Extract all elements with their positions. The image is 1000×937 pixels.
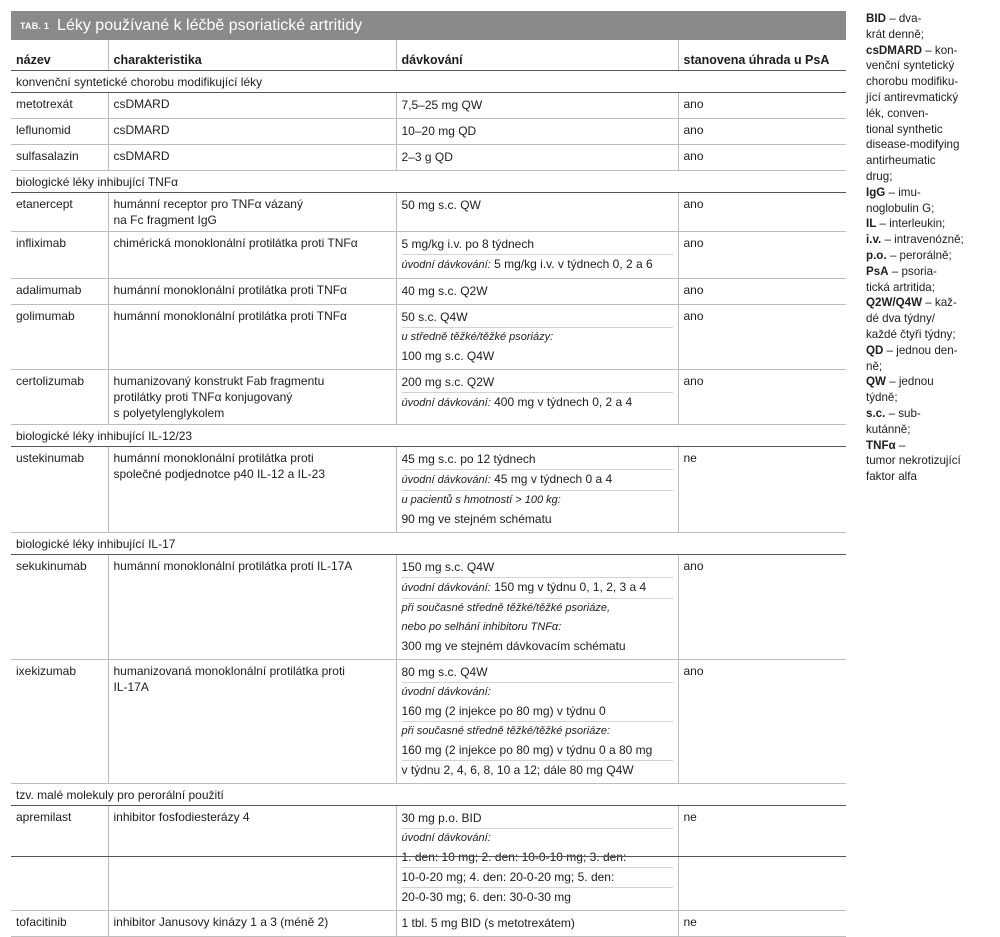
abbreviation-term: i.v.: [866, 233, 882, 247]
dosing-text: 300 mg ve stejném dávkovacím schématu: [401, 639, 626, 653]
header-name: název: [11, 40, 108, 71]
abbreviation-term: BID: [866, 12, 886, 25]
group-row: [11, 425, 846, 447]
table-row: [11, 447, 846, 533]
drug-name: sekukinumab: [11, 555, 108, 660]
dosing-note: při současné středně těžké/těžké psoriáze:: [401, 725, 611, 737]
abbreviation-definition: tická artritida;: [866, 280, 935, 294]
table-row: [11, 145, 846, 171]
drug-dosing: [396, 145, 678, 171]
abbreviation-line: [866, 216, 988, 232]
abbreviation-definition: –: [895, 438, 906, 452]
abbreviation-definition: lék, conven-: [866, 106, 929, 120]
drug-characteristics: [108, 145, 396, 171]
dosing-line: [402, 96, 673, 115]
dosing-line: [402, 663, 673, 682]
abbreviation-line: [866, 58, 988, 74]
abbreviation-definition: – intravenózně;: [881, 233, 964, 247]
table-row: [11, 911, 846, 937]
abbreviation-definition: krát denně;: [866, 27, 925, 41]
reimbursement: ne: [678, 447, 846, 533]
abbreviation-term: QW: [866, 375, 886, 389]
characteristics-line: humánní monoklonální protilátka proti TNFα: [113, 309, 347, 323]
characteristics-line: protilátky proti TNFα konjugovaný: [113, 390, 293, 404]
abbreviation-line: [866, 232, 988, 248]
abbreviation-term: IgG: [866, 185, 886, 199]
abbreviation-line: [866, 106, 988, 122]
dosing-line: [402, 682, 673, 702]
dosing-text: 150 mg v týdnu 0, 1, 2, 3 a 4: [490, 580, 647, 594]
abbreviation-line: [866, 469, 988, 485]
drug-name: adalimumab: [11, 279, 108, 305]
dosing-text: 160 mg (2 injekce po 80 mg) v týdnu 0 a 80 mg: [401, 743, 653, 757]
characteristics-line: humanizovaná monoklonální protilátka proti: [113, 664, 345, 678]
dosing-text: 2–3 g QD: [401, 150, 453, 164]
drug-characteristics: [108, 555, 396, 660]
dosing-text: 1 tbl. 5 mg BID (s metotrexátem): [401, 916, 575, 930]
dosing-line: [402, 828, 673, 848]
abbreviation-line: [866, 264, 988, 280]
drug-dosing: [396, 193, 678, 232]
abbreviation-line: [866, 422, 988, 438]
group-row: [11, 533, 846, 555]
dosing-line: [402, 122, 673, 141]
dosing-line: [402, 308, 673, 327]
drug-dosing: [396, 93, 678, 119]
drug-characteristics: [108, 232, 396, 279]
abbreviation-line: [866, 248, 988, 264]
abbreviation-line: [866, 438, 988, 454]
abbreviation-definition: každé čtyři týdny;: [866, 327, 956, 341]
header-row: [11, 40, 846, 71]
abbreviation-line: [866, 406, 988, 422]
dosing-line: [402, 490, 673, 510]
characteristics-line: humánní receptor pro TNFα vázaný: [113, 197, 303, 211]
group-row: [11, 71, 846, 93]
table-title-bar: [11, 11, 846, 40]
dosing-text: 100 mg s.c. Q4W: [401, 349, 495, 363]
header-reimbursement: stanovena úhrada u PsA: [678, 40, 846, 71]
drug-dosing: [396, 305, 678, 370]
group-label: biologické léky inhibující IL-17: [11, 533, 846, 555]
abbreviation-definition: antirheumatic: [866, 154, 936, 168]
dosing-text: v týdnu 2, 4, 6, 8, 10 a 12; dále 80 mg Q4W: [401, 763, 634, 777]
abbreviation-definition: jící antirevmatický: [866, 90, 959, 104]
drug-characteristics: [108, 305, 396, 370]
abbreviation-definition: – interleukin;: [876, 217, 946, 231]
table-row: [11, 193, 846, 232]
abbreviation-line: [866, 122, 988, 138]
dosing-text: 150 mg s.c. Q4W: [401, 560, 495, 574]
abbreviation-definition: venční syntetický: [866, 59, 955, 73]
dosing-line: [402, 450, 673, 469]
drug-dosing: [396, 447, 678, 533]
dosing-text: 45 mg v týdnech 0 a 4: [490, 472, 613, 486]
dosing-line: [402, 760, 673, 780]
abbreviation-definition: kutánně;: [866, 422, 911, 436]
abbreviation-line: [866, 169, 988, 185]
abbreviation-line: [866, 43, 988, 59]
abbreviation-term: s.c.: [866, 406, 886, 420]
characteristics-line: csDMARD: [113, 123, 170, 137]
abbreviation-line: [866, 343, 988, 359]
group-row: [11, 784, 846, 806]
dosing-note: při současné středně těžké/těžké psoriáze,: [401, 602, 611, 614]
reimbursement: ano: [678, 145, 846, 171]
abbreviation-term: Q2W/Q4W: [866, 296, 923, 310]
dosing-line: [402, 196, 673, 215]
abbreviation-definition: – psoria-: [888, 264, 937, 278]
drug-characteristics: [108, 370, 396, 425]
header-characteristics: charakteristika: [108, 40, 396, 71]
dosing-text: 10–20 mg QD: [401, 124, 477, 138]
table-row: [11, 806, 846, 911]
abbreviation-definition: – perorálně;: [886, 248, 952, 262]
dosing-text: 80 mg s.c. Q4W: [401, 665, 488, 679]
group-label: tzv. malé molekuly pro perorální použití: [11, 784, 846, 806]
drug-dosing: [396, 806, 678, 911]
dosing-line: [402, 887, 673, 907]
characteristics-line: IL-17A: [113, 680, 149, 694]
characteristics-line: humánní monoklonální protilátka proti TNFα: [113, 283, 347, 297]
table-title: Léky používané k léčbě psoriatické artritidy: [57, 16, 363, 34]
characteristics-line: csDMARD: [113, 97, 170, 111]
group-label: biologické léky inhibující TNFα: [11, 171, 846, 193]
drug-name: etanercept: [11, 193, 108, 232]
characteristics-line: csDMARD: [113, 149, 170, 163]
abbreviation-term: IL: [866, 217, 877, 231]
characteristics-line: humánní monoklonální protilátka proti IL-17A: [113, 559, 353, 573]
dosing-line: [402, 721, 673, 741]
abbreviation-term: p.o.: [866, 248, 887, 262]
drug-name: tofacitinib: [11, 911, 108, 937]
table-row: [11, 660, 846, 784]
drug-dosing: [396, 660, 678, 784]
dosing-note: úvodní dávkování:: [401, 474, 491, 486]
abbreviation-line: [866, 453, 988, 469]
reimbursement: ano: [678, 193, 846, 232]
dosing-line: [402, 254, 673, 275]
drug-characteristics: [108, 193, 396, 232]
drug-name: metotrexát: [11, 93, 108, 119]
abbreviation-definition: týdně;: [866, 391, 898, 405]
abbreviation-line: [866, 280, 988, 296]
dosing-note: u pacientů s hmotností > 100 kg:: [401, 494, 561, 506]
dosing-line: [402, 637, 673, 656]
reimbursement: ano: [678, 555, 846, 660]
abbreviation-definition: – sub-: [885, 406, 921, 420]
dosing-line: [402, 235, 673, 254]
table-number: TAB. 1: [20, 20, 50, 31]
dosing-line: [402, 914, 673, 933]
abbreviation-line: [866, 390, 988, 406]
dosing-text: 10-0-20 mg; 4. den: 20-0-20 mg; 5. den:: [401, 870, 615, 884]
characteristics-line: s polyetylenglykolem: [113, 406, 225, 420]
abbreviation-line: [866, 295, 988, 311]
abbreviation-term: csDMARD: [866, 43, 923, 57]
table-row: [11, 93, 846, 119]
drug-name: ixekizumab: [11, 660, 108, 784]
abbreviation-line: [866, 311, 988, 327]
table-bottom-rule: [11, 856, 846, 857]
dosing-line: [402, 741, 673, 760]
abbreviation-definition: – imu-: [885, 185, 921, 199]
reimbursement: ano: [678, 119, 846, 145]
abbreviation-definition: ně;: [866, 359, 883, 373]
table-row: [11, 555, 846, 660]
dosing-line: [402, 598, 673, 618]
drug-characteristics: [108, 660, 396, 784]
abbreviation-line: [866, 185, 988, 201]
drug-dosing: [396, 370, 678, 425]
header-dosing: dávkování: [396, 40, 678, 71]
reimbursement: ano: [678, 660, 846, 784]
abbreviation-line: [866, 374, 988, 390]
drug-dosing: [396, 555, 678, 660]
drug-dosing: [396, 119, 678, 145]
abbreviation-definition: dé dva týdny/: [866, 312, 935, 326]
dosing-text: 40 mg s.c. Q2W: [401, 284, 488, 298]
dosing-text: 160 mg (2 injekce po 80 mg) v týdnu 0: [401, 704, 606, 718]
dosing-text: 45 mg s.c. po 12 týdnech: [401, 452, 536, 466]
dosing-text: 5 mg/kg i.v. po 8 týdnech: [401, 237, 535, 251]
table-row: [11, 279, 846, 305]
characteristics-line: chimérická monoklonální protilátka proti TNFα: [113, 236, 358, 250]
abbreviation-term: PsA: [866, 264, 889, 278]
drug-name: leflunomid: [11, 119, 108, 145]
abbreviation-definition: tumor nekrotizující: [866, 454, 961, 468]
dosing-text: 200 mg s.c. Q2W: [401, 375, 495, 389]
drug-characteristics: [108, 119, 396, 145]
abbreviation-definition: faktor alfa: [866, 470, 917, 484]
reimbursement: ano: [678, 93, 846, 119]
drug-characteristics: [108, 447, 396, 533]
characteristics-line: inhibitor Janusovy kinázy 1 a 3 (méně 2): [113, 915, 329, 929]
abbreviation-definition: – jednou den-: [883, 343, 958, 357]
dosing-text: 50 s.c. Q4W: [401, 310, 468, 324]
abbreviations-legend: [866, 11, 988, 485]
dosing-line: [402, 809, 673, 828]
characteristics-line: na Fc fragment IgG: [113, 213, 217, 227]
reimbursement: ano: [678, 305, 846, 370]
table-row: [11, 370, 846, 425]
dosing-line: [402, 392, 673, 413]
abbreviation-line: [866, 11, 988, 27]
abbreviation-definition: drug;: [866, 169, 893, 183]
drug-name: sulfasalazin: [11, 145, 108, 171]
abbreviation-term: TNFα: [866, 438, 896, 452]
abbreviation-line: [866, 137, 988, 153]
table-row: [11, 232, 846, 279]
dosing-text: 5 mg/kg i.v. v týdnech 0, 2 a 6: [490, 257, 653, 271]
drug-dosing: [396, 279, 678, 305]
reimbursement: ano: [678, 370, 846, 425]
characteristics-line: humanizovaný konstrukt Fab fragmentu: [113, 374, 325, 388]
dosing-line: [402, 510, 673, 529]
dosing-line: [402, 618, 673, 637]
abbreviation-line: [866, 90, 988, 106]
drug-name: infliximab: [11, 232, 108, 279]
group-label: biologické léky inhibující IL-12/23: [11, 425, 846, 447]
abbreviation-definition: disease-modifying: [866, 138, 960, 152]
dosing-line: [402, 282, 673, 301]
drug-characteristics: [108, 279, 396, 305]
abbreviation-line: [866, 74, 988, 90]
abbreviation-line: [866, 27, 988, 43]
dosing-text: 1. den: 10 mg; 2. den: 10-0-10 mg; 3. den:: [401, 850, 627, 864]
drug-characteristics: [108, 806, 396, 911]
dosing-line: [402, 327, 673, 347]
characteristics-line: inhibitor fosfodiesterázy 4: [113, 810, 250, 824]
abbreviation-definition: tional synthetic: [866, 122, 943, 136]
abbreviation-definition: chorobu modifiku-: [866, 75, 959, 89]
reimbursement: ne: [678, 911, 846, 937]
table-row: [11, 119, 846, 145]
reimbursement: ne: [678, 806, 846, 911]
dosing-line: [402, 347, 673, 366]
table-body: [11, 71, 846, 937]
abbreviation-definition: – dva-: [885, 12, 922, 25]
abbreviation-line: [866, 153, 988, 169]
abbreviation-term: QD: [866, 343, 884, 357]
drug-name: apremilast: [11, 806, 108, 911]
characteristics-line: společné podjednotce p40 IL-12 a IL-23: [113, 467, 325, 481]
dosing-text: 30 mg p.o. BID: [401, 811, 482, 825]
group-label: konvenční syntetické chorobu modifikující léky: [11, 71, 846, 93]
reimbursement: ano: [678, 232, 846, 279]
drug-characteristics: [108, 93, 396, 119]
dosing-line: [402, 558, 673, 577]
reimbursement: ano: [678, 279, 846, 305]
dosing-note: úvodní dávkování:: [401, 832, 491, 844]
drug-name: ustekinumab: [11, 447, 108, 533]
dosing-text: 50 mg s.c. QW: [401, 198, 481, 212]
dosing-line: [402, 848, 673, 867]
abbreviation-line: [866, 359, 988, 375]
dosing-text: 7,5–25 mg QW: [401, 98, 483, 112]
dosing-note: úvodní dávkování:: [401, 686, 491, 698]
dosing-text: 90 mg ve stejném schématu: [401, 512, 552, 526]
dosing-text: 20-0-30 mg; 6. den: 30-0-30 mg: [401, 890, 571, 904]
dosing-note: u středně těžké/těžké psoriázy:: [401, 331, 554, 343]
drug-name: certolizumab: [11, 370, 108, 425]
abbreviation-line: [866, 327, 988, 343]
abbreviation-definition: – kaž-: [922, 296, 957, 310]
dosing-note: nebo po selhání inhibitoru TNFα:: [401, 621, 562, 633]
dosing-note: úvodní dávkování:: [401, 582, 491, 594]
abbreviation-line: [866, 201, 988, 217]
drug-name: golimumab: [11, 305, 108, 370]
drug-table-grid: [11, 40, 846, 937]
dosing-line: [402, 373, 673, 392]
table-row: [11, 305, 846, 370]
dosing-line: [402, 469, 673, 490]
dosing-line: [402, 867, 673, 887]
group-row: [11, 171, 846, 193]
dosing-text: 400 mg v týdnech 0, 2 a 4: [490, 395, 633, 409]
drug-table: [11, 11, 846, 937]
drug-dosing: [396, 232, 678, 279]
dosing-note: úvodní dávkování:: [401, 397, 491, 409]
abbreviation-definition: – kon-: [922, 43, 958, 57]
dosing-line: [402, 702, 673, 721]
characteristics-line: humánní monoklonální protilátka proti: [113, 451, 314, 465]
abbreviation-definition: – jednou: [885, 375, 934, 389]
dosing-line: [402, 577, 673, 598]
drug-characteristics: [108, 911, 396, 937]
dosing-line: [402, 148, 673, 167]
abbreviation-definition: noglobulin G;: [866, 201, 935, 215]
drug-dosing: [396, 911, 678, 937]
dosing-note: úvodní dávkování:: [401, 259, 491, 271]
